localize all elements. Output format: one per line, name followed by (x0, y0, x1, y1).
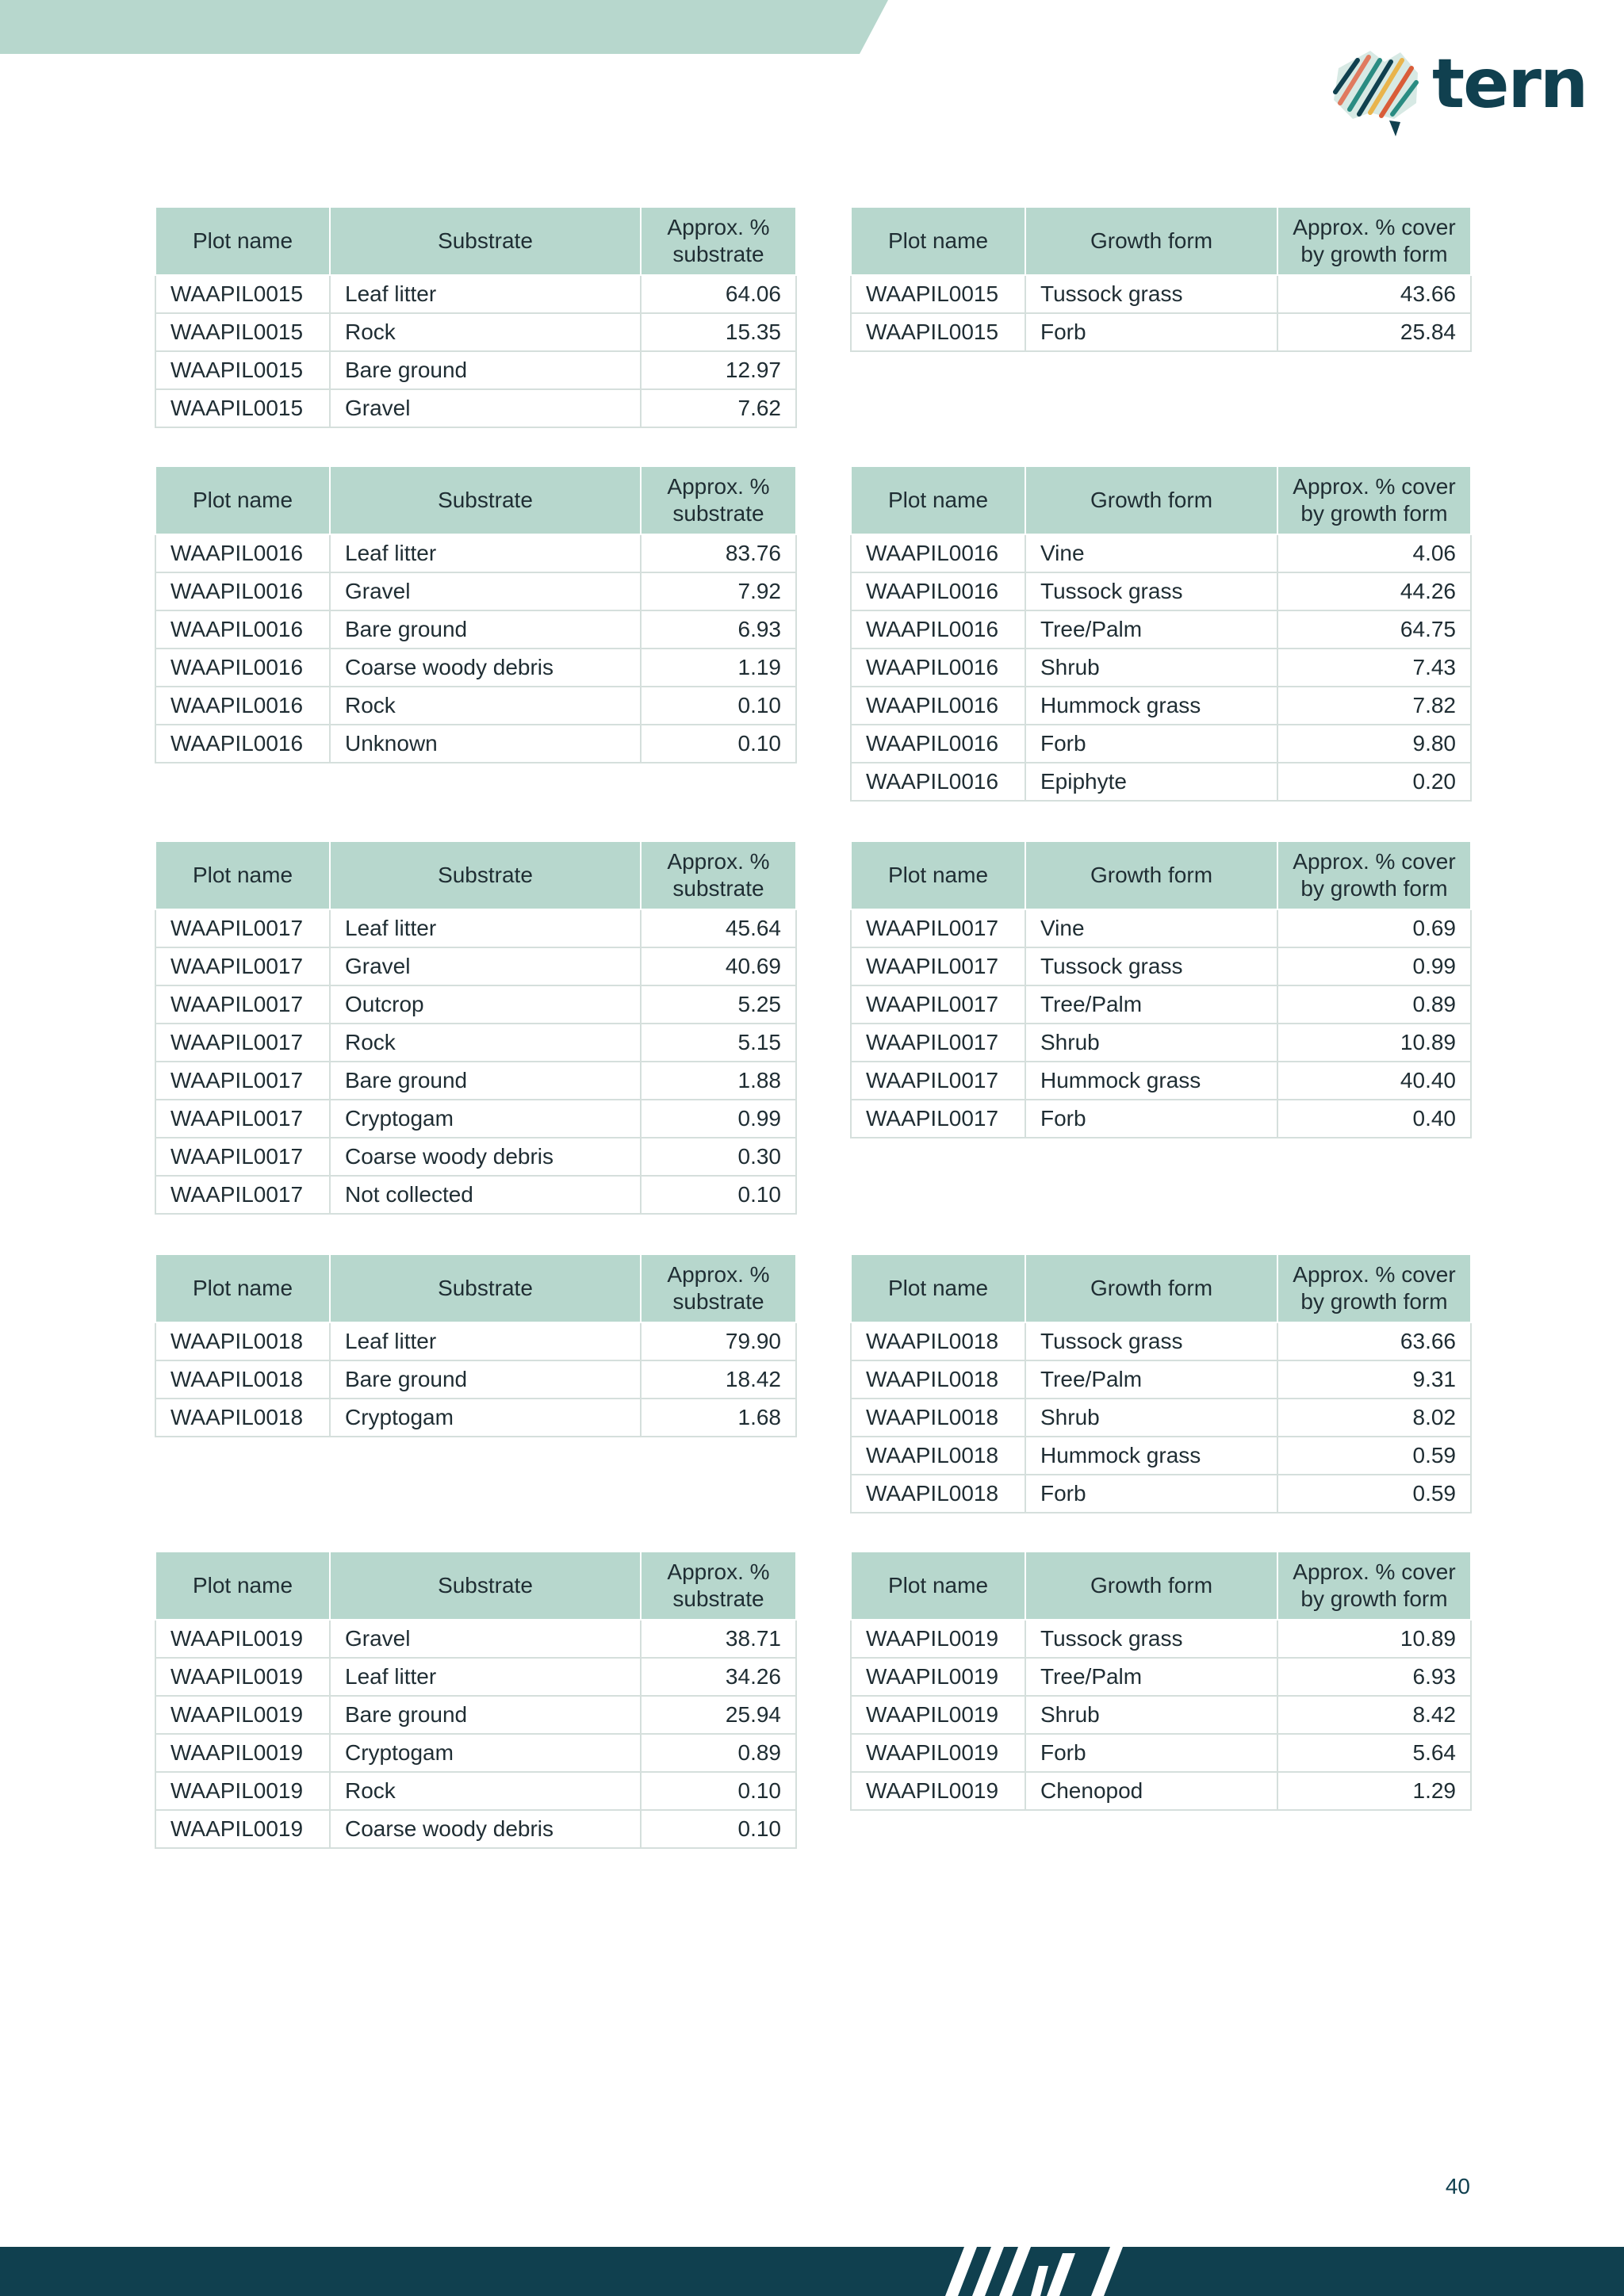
percent-cell: 40.40 (1277, 1062, 1471, 1100)
percent-cell: 0.89 (1277, 985, 1471, 1024)
plot-name-cell: WAAPIL0016 (155, 725, 330, 763)
percent-cell: 83.76 (641, 534, 796, 572)
percent-cell: 5.15 (641, 1024, 796, 1062)
growth-form-cell: Vine (1025, 534, 1277, 572)
substrate-cell: Coarse woody debris (330, 1810, 641, 1848)
table-row (155, 1176, 796, 1214)
plot-name-cell: WAAPIL0019 (155, 1620, 330, 1658)
plot-name-header: Plot name (851, 841, 1025, 909)
plot-name-cell: WAAPIL0017 (851, 985, 1025, 1024)
table-row (851, 1100, 1471, 1138)
plot-name-cell: WAAPIL0018 (851, 1437, 1025, 1475)
percent-cell: 6.93 (641, 610, 796, 649)
percent-cell: 0.40 (1277, 1100, 1471, 1138)
table-row (851, 909, 1471, 947)
growth-pct-header-label: Approx. % cover by growth form (1293, 849, 1456, 901)
plot-name-cell: WAAPIL0017 (155, 1100, 330, 1138)
table-row (155, 1360, 796, 1399)
percent-cell: 9.31 (1277, 1360, 1471, 1399)
substrate-cell: Gravel (330, 947, 641, 985)
table-row (851, 649, 1471, 687)
table-row (155, 389, 796, 427)
plot-name-cell: WAAPIL0015 (155, 389, 330, 427)
plot-name-cell: WAAPIL0016 (851, 534, 1025, 572)
table-row (851, 1437, 1471, 1475)
growth-form-cell: Tree/Palm (1025, 610, 1277, 649)
percent-cell: 43.66 (1277, 275, 1471, 313)
substrate-cell: Leaf litter (330, 275, 641, 313)
growth-form-cell: Forb (1025, 725, 1277, 763)
percent-cell: 7.82 (1277, 687, 1471, 725)
growth-form-cell: Tree/Palm (1025, 1658, 1277, 1696)
plot-name-header: Plot name (155, 207, 330, 275)
percent-cell: 6.93 (1277, 1658, 1471, 1696)
percent-cell: 0.10 (641, 1176, 796, 1214)
growth-form-header: Growth form (1025, 1552, 1277, 1620)
substrate-header: Substrate (330, 1552, 641, 1620)
table-row (155, 1772, 796, 1810)
percent-cell: 18.42 (641, 1360, 796, 1399)
plot-name-cell: WAAPIL0016 (851, 763, 1025, 801)
growth-form-header: Growth form (1025, 1254, 1277, 1322)
plot-name-cell: WAAPIL0015 (155, 275, 330, 313)
table-row (155, 313, 796, 351)
plot-name-cell: WAAPIL0016 (851, 725, 1025, 763)
substrate-cell: Cryptogam (330, 1399, 641, 1437)
table-row (155, 1810, 796, 1848)
substrate-header: Substrate (330, 1254, 641, 1322)
substrate-pct-header-label: Approx. % substrate (667, 1559, 770, 1611)
substrate-cell: Rock (330, 687, 641, 725)
table-row (851, 1772, 1471, 1810)
table-row (155, 1658, 796, 1696)
growth-form-cell: Vine (1025, 909, 1277, 947)
percent-cell: 15.35 (641, 313, 796, 351)
substrate-table (155, 465, 797, 763)
plot-name-cell: WAAPIL0016 (155, 687, 330, 725)
plot-name-cell: WAAPIL0019 (155, 1810, 330, 1848)
growth-pct-header (1277, 466, 1471, 534)
table-row (851, 1696, 1471, 1734)
growth-form-cell: Forb (1025, 1100, 1277, 1138)
substrate-pct-header-label: Approx. % substrate (667, 474, 770, 526)
table-row (851, 534, 1471, 572)
plot-name-cell: WAAPIL0016 (851, 649, 1025, 687)
substrate-pct-header-label: Approx. % substrate (667, 215, 770, 266)
growth-form-cell: Hummock grass (1025, 687, 1277, 725)
table-row (155, 1696, 796, 1734)
percent-cell: 1.68 (641, 1399, 796, 1437)
table-row (155, 725, 796, 763)
plot-name-cell: WAAPIL0018 (155, 1399, 330, 1437)
substrate-pct-header (641, 841, 796, 909)
table-row (851, 313, 1471, 351)
growth-form-cell: Hummock grass (1025, 1437, 1277, 1475)
plot-name-header: Plot name (155, 1254, 330, 1322)
plot-name-cell: WAAPIL0015 (155, 351, 330, 389)
substrate-table (155, 1253, 797, 1437)
percent-cell: 34.26 (641, 1658, 796, 1696)
substrate-cell: Leaf litter (330, 1658, 641, 1696)
plot-name-cell: WAAPIL0017 (155, 985, 330, 1024)
table-row (155, 275, 796, 313)
plot-name-cell: WAAPIL0019 (155, 1696, 330, 1734)
logo-text: tern (1432, 44, 1588, 124)
plot-name-cell: WAAPIL0015 (851, 313, 1025, 351)
plot-name-cell: WAAPIL0017 (851, 1024, 1025, 1062)
percent-cell: 8.02 (1277, 1399, 1471, 1437)
percent-cell: 0.10 (641, 1810, 796, 1848)
growth-form-cell: Shrub (1025, 649, 1277, 687)
percent-cell: 9.80 (1277, 725, 1471, 763)
substrate-cell: Coarse woody debris (330, 1138, 641, 1176)
substrate-cell: Leaf litter (330, 909, 641, 947)
table-row (155, 1620, 796, 1658)
plot-name-cell: WAAPIL0017 (155, 1138, 330, 1176)
growth-pct-header (1277, 207, 1471, 275)
table-row (155, 687, 796, 725)
substrate-pct-header-label: Approx. % substrate (667, 1262, 770, 1314)
plot-name-cell: WAAPIL0017 (155, 947, 330, 985)
plot-name-cell: WAAPIL0016 (851, 572, 1025, 610)
percent-cell: 0.10 (641, 687, 796, 725)
substrate-cell: Outcrop (330, 985, 641, 1024)
plot-name-cell: WAAPIL0019 (851, 1620, 1025, 1658)
growth-pct-header-label: Approx. % cover by growth form (1293, 1559, 1456, 1611)
table-row (851, 572, 1471, 610)
footer-stripes-icon (928, 2247, 1150, 2296)
plot-name-header: Plot name (851, 1552, 1025, 1620)
table-header-row (155, 841, 796, 909)
plot-name-header: Plot name (155, 466, 330, 534)
plot-name-cell: WAAPIL0018 (851, 1399, 1025, 1437)
header-band (0, 0, 888, 54)
growth-form-cell: Tussock grass (1025, 947, 1277, 985)
table-row (851, 1322, 1471, 1360)
table-row (155, 985, 796, 1024)
australia-logo-icon (1323, 36, 1434, 140)
substrate-cell: Gravel (330, 389, 641, 427)
percent-cell: 45.64 (641, 909, 796, 947)
percent-cell: 5.64 (1277, 1734, 1471, 1772)
percent-cell: 7.43 (1277, 649, 1471, 687)
percent-cell: 25.94 (641, 1696, 796, 1734)
growth-form-table (850, 840, 1472, 1138)
growth-form-cell: Shrub (1025, 1399, 1277, 1437)
percent-cell: 64.75 (1277, 610, 1471, 649)
table-row (851, 1399, 1471, 1437)
substrate-pct-header (641, 1254, 796, 1322)
growth-form-cell: Shrub (1025, 1024, 1277, 1062)
growth-pct-header (1277, 1552, 1471, 1620)
table-row (155, 1138, 796, 1176)
growth-pct-header-label: Approx. % cover by growth form (1293, 215, 1456, 266)
plot-name-cell: WAAPIL0019 (155, 1734, 330, 1772)
table-row (851, 1620, 1471, 1658)
plot-name-header: Plot name (851, 207, 1025, 275)
substrate-cell: Bare ground (330, 1360, 641, 1399)
substrate-pct-header (641, 1552, 796, 1620)
substrate-cell: Bare ground (330, 351, 641, 389)
table-header-row (155, 1552, 796, 1620)
plot-name-cell: WAAPIL0019 (851, 1658, 1025, 1696)
table-row (155, 1734, 796, 1772)
substrate-cell: Bare ground (330, 610, 641, 649)
growth-pct-header (1277, 1254, 1471, 1322)
percent-cell: 64.06 (641, 275, 796, 313)
plot-name-cell: WAAPIL0019 (155, 1772, 330, 1810)
table-header-row (851, 841, 1471, 909)
table-row (851, 687, 1471, 725)
percent-cell: 63.66 (1277, 1322, 1471, 1360)
plot-name-cell: WAAPIL0018 (851, 1322, 1025, 1360)
substrate-cell: Coarse woody debris (330, 649, 641, 687)
plot-name-cell: WAAPIL0016 (155, 572, 330, 610)
table-row (851, 1062, 1471, 1100)
table-header-row (851, 1254, 1471, 1322)
plot-name-cell: WAAPIL0016 (155, 534, 330, 572)
plot-name-cell: WAAPIL0016 (851, 610, 1025, 649)
substrate-pct-header (641, 466, 796, 534)
plot-name-cell: WAAPIL0017 (155, 1024, 330, 1062)
substrate-cell: Rock (330, 1772, 641, 1810)
plot-name-cell: WAAPIL0019 (851, 1696, 1025, 1734)
growth-form-cell: Tussock grass (1025, 1620, 1277, 1658)
table-header-row (155, 466, 796, 534)
table-row (155, 947, 796, 985)
table-header-row (851, 466, 1471, 534)
growth-form-cell: Tussock grass (1025, 275, 1277, 313)
table-row (155, 1062, 796, 1100)
growth-form-cell: Hummock grass (1025, 1062, 1277, 1100)
table-header-row (155, 207, 796, 275)
table-header-row (851, 1552, 1471, 1620)
percent-cell: 7.92 (641, 572, 796, 610)
plot-name-cell: WAAPIL0017 (155, 909, 330, 947)
table-row (851, 1024, 1471, 1062)
table-row (155, 534, 796, 572)
growth-form-cell: Tree/Palm (1025, 1360, 1277, 1399)
substrate-pct-header (641, 207, 796, 275)
growth-pct-header-label: Approx. % cover by growth form (1293, 1262, 1456, 1314)
plot-name-cell: WAAPIL0017 (851, 909, 1025, 947)
percent-cell: 1.88 (641, 1062, 796, 1100)
substrate-pct-header-label: Approx. % substrate (667, 849, 770, 901)
percent-cell: 12.97 (641, 351, 796, 389)
substrate-cell: Rock (330, 313, 641, 351)
plot-name-cell: WAAPIL0016 (851, 687, 1025, 725)
plot-name-cell: WAAPIL0017 (851, 947, 1025, 985)
percent-cell: 0.89 (641, 1734, 796, 1772)
substrate-cell: Leaf litter (330, 1322, 641, 1360)
plot-name-header: Plot name (155, 1552, 330, 1620)
growth-form-cell: Chenopod (1025, 1772, 1277, 1810)
growth-form-header: Growth form (1025, 207, 1277, 275)
substrate-table (155, 1551, 797, 1849)
table-row (851, 763, 1471, 801)
table-row (155, 572, 796, 610)
percent-cell: 0.59 (1277, 1475, 1471, 1513)
substrate-cell: Cryptogam (330, 1100, 641, 1138)
percent-cell: 40.69 (641, 947, 796, 985)
percent-cell: 38.71 (641, 1620, 796, 1658)
percent-cell: 1.29 (1277, 1772, 1471, 1810)
percent-cell: 44.26 (1277, 572, 1471, 610)
substrate-cell: Gravel (330, 1620, 641, 1658)
plot-name-cell: WAAPIL0017 (155, 1176, 330, 1214)
percent-cell: 0.99 (1277, 947, 1471, 985)
percent-cell: 79.90 (641, 1322, 796, 1360)
table-row (155, 1024, 796, 1062)
percent-cell: 5.25 (641, 985, 796, 1024)
substrate-cell: Rock (330, 1024, 641, 1062)
table-row (851, 1658, 1471, 1696)
substrate-cell: Leaf litter (330, 534, 641, 572)
growth-pct-header (1277, 841, 1471, 909)
growth-form-cell: Tussock grass (1025, 1322, 1277, 1360)
growth-form-cell: Forb (1025, 1734, 1277, 1772)
percent-cell: 8.42 (1277, 1696, 1471, 1734)
table-row (155, 1100, 796, 1138)
growth-form-cell: Forb (1025, 313, 1277, 351)
table-row (851, 1734, 1471, 1772)
substrate-cell: Unknown (330, 725, 641, 763)
substrate-cell: Bare ground (330, 1062, 641, 1100)
percent-cell: 7.62 (641, 389, 796, 427)
table-row (851, 1360, 1471, 1399)
growth-pct-header-label: Approx. % cover by growth form (1293, 474, 1456, 526)
plot-name-cell: WAAPIL0019 (851, 1772, 1025, 1810)
percent-cell: 0.10 (641, 725, 796, 763)
percent-cell: 10.89 (1277, 1620, 1471, 1658)
growth-form-table (850, 1551, 1472, 1811)
substrate-header: Substrate (330, 841, 641, 909)
plot-name-cell: WAAPIL0015 (155, 313, 330, 351)
percent-cell: 10.89 (1277, 1024, 1471, 1062)
substrate-cell: Bare ground (330, 1696, 641, 1734)
substrate-header: Substrate (330, 207, 641, 275)
plot-name-cell: WAAPIL0019 (851, 1734, 1025, 1772)
table-row (851, 1475, 1471, 1513)
plot-name-header: Plot name (851, 1254, 1025, 1322)
substrate-cell: Cryptogam (330, 1734, 641, 1772)
substrate-header: Substrate (330, 466, 641, 534)
percent-cell: 0.10 (641, 1772, 796, 1810)
table-row (851, 725, 1471, 763)
plot-name-cell: WAAPIL0015 (851, 275, 1025, 313)
table-row (155, 1399, 796, 1437)
plot-name-cell: WAAPIL0018 (155, 1322, 330, 1360)
growth-form-header: Growth form (1025, 841, 1277, 909)
table-row (155, 351, 796, 389)
page-number: 40 (1445, 2174, 1470, 2198)
plot-name-cell: WAAPIL0016 (155, 610, 330, 649)
plot-name-header: Plot name (155, 841, 330, 909)
table-row (851, 985, 1471, 1024)
growth-form-table (850, 206, 1472, 352)
plot-name-cell: WAAPIL0018 (851, 1475, 1025, 1513)
table-row (155, 1322, 796, 1360)
table-row (155, 649, 796, 687)
plot-name-cell: WAAPIL0017 (851, 1100, 1025, 1138)
table-row (851, 610, 1471, 649)
plot-name-cell: WAAPIL0017 (155, 1062, 330, 1100)
table-header-row (155, 1254, 796, 1322)
growth-form-header: Growth form (1025, 466, 1277, 534)
substrate-cell: Gravel (330, 572, 641, 610)
substrate-table (155, 206, 797, 428)
percent-cell: 0.69 (1277, 909, 1471, 947)
percent-cell: 0.59 (1277, 1437, 1471, 1475)
plot-name-cell: WAAPIL0018 (851, 1360, 1025, 1399)
tern-logo (1323, 36, 1588, 140)
growth-form-table (850, 1253, 1472, 1513)
table-row (851, 947, 1471, 985)
percent-cell: 4.06 (1277, 534, 1471, 572)
percent-cell: 0.30 (641, 1138, 796, 1176)
growth-form-cell: Shrub (1025, 1696, 1277, 1734)
footer-band (0, 2247, 1624, 2296)
growth-form-table (850, 465, 1472, 802)
table-row (851, 275, 1471, 313)
growth-form-cell: Forb (1025, 1475, 1277, 1513)
plot-name-cell: WAAPIL0016 (155, 649, 330, 687)
growth-form-cell: Tussock grass (1025, 572, 1277, 610)
percent-cell: 0.20 (1277, 763, 1471, 801)
plot-name-cell: WAAPIL0018 (155, 1360, 330, 1399)
plot-name-header: Plot name (851, 466, 1025, 534)
plot-name-cell: WAAPIL0017 (851, 1062, 1025, 1100)
growth-form-cell: Tree/Palm (1025, 985, 1277, 1024)
growth-form-cell: Epiphyte (1025, 763, 1277, 801)
table-row (155, 610, 796, 649)
plot-name-cell: WAAPIL0019 (155, 1658, 330, 1696)
percent-cell: 25.84 (1277, 313, 1471, 351)
substrate-table (155, 840, 797, 1215)
table-row (155, 909, 796, 947)
substrate-cell: Not collected (330, 1176, 641, 1214)
percent-cell: 0.99 (641, 1100, 796, 1138)
percent-cell: 1.19 (641, 649, 796, 687)
table-header-row (851, 207, 1471, 275)
